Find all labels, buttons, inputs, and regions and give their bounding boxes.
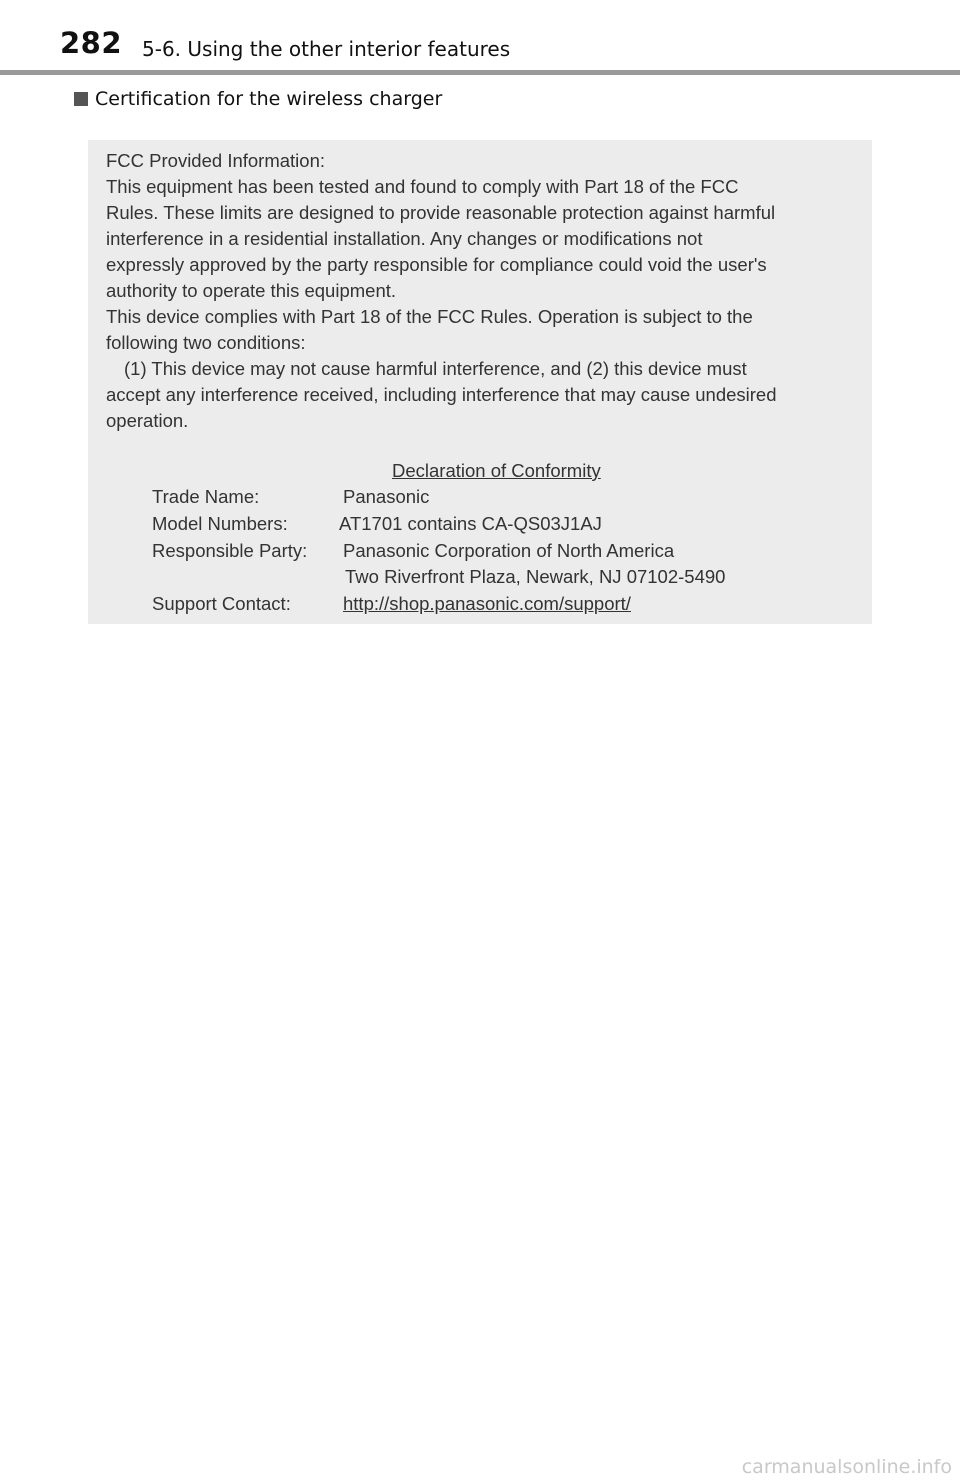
fcc-line: This equipment has been tested and found to comply with Part 18 of the FCC	[106, 176, 739, 197]
fcc-information	[106, 148, 866, 434]
page-header	[0, 0, 960, 76]
square-bullet-icon	[74, 92, 88, 106]
responsible-party-address: Two Riverfront Plaza, Newark, NJ 07102-5490	[345, 566, 726, 587]
support-contact-label: Support Contact:	[152, 593, 291, 614]
trade-name-value: Panasonic	[343, 486, 430, 507]
trade-name-label: Trade Name:	[152, 486, 260, 507]
fcc-line: (1) This device may not cause harmful interference, and (2) this device must	[124, 358, 747, 379]
support-contact-link[interactable]: http://shop.panasonic.com/support/	[343, 593, 631, 614]
fcc-line: following two conditions:	[106, 332, 306, 353]
declaration-title: Declaration of Conformity	[392, 460, 601, 481]
site-watermark: carmanualsonline.info	[741, 1456, 952, 1478]
subheading	[74, 88, 442, 110]
section-title: 5-6. Using the other interior features	[142, 37, 511, 61]
responsible-party-label: Responsible Party:	[152, 540, 308, 561]
subheading-text: Certification for the wireless charger	[95, 88, 443, 110]
model-numbers-value: AT1701 contains CA-QS03J1AJ	[339, 513, 602, 534]
fcc-line: Rules. These limits are designed to provide reasonable protection against harmful	[106, 202, 776, 223]
fcc-line: operation.	[106, 410, 189, 431]
fcc-line: interference in a residential installation. Any changes or modifications not	[106, 228, 703, 249]
fcc-line: accept any interference received, including interference that may cause undesired	[106, 384, 777, 405]
header-divider	[0, 70, 960, 75]
fcc-line: This device complies with Part 18 of the FCC Rules. Operation is subject to the	[106, 306, 753, 327]
certification-panel	[88, 140, 872, 624]
responsible-party-value: Panasonic Corporation of North America	[343, 540, 675, 561]
model-numbers-label: Model Numbers:	[152, 513, 288, 534]
page-number: 282	[60, 26, 123, 60]
fcc-line: expressly approved by the party responsible for compliance could void the user's	[106, 254, 767, 275]
fcc-line: authority to operate this equipment.	[106, 280, 397, 301]
fcc-line: FCC Provided Information:	[106, 150, 326, 171]
